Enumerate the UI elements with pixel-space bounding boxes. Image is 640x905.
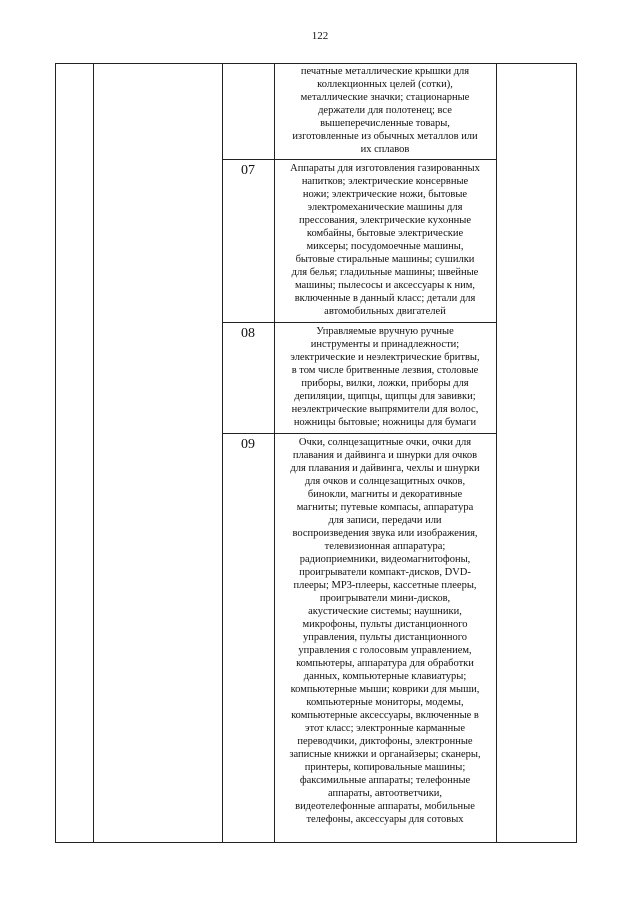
column-border [222,63,223,843]
classification-table [55,63,577,843]
row-divider [222,433,496,434]
row-description: Аппараты для изготовления газированных напитков; электрические консервные ножи; электрические ножи, бытовые электромеханические машины для прессования, электрические кухонные комбайны, бытовые электрические миксеры; посудомоечные машины, бытовые стиральные машины; сушилки для белья; гладильные машины; швейные машины; пылесосы и аксессуары к ним, включенные в данный класс; детали для автомобильных двигателей [290,163,480,317]
class-code: 08 [241,326,255,341]
column-border [496,63,497,843]
page-number: 122 [311,30,329,42]
class-code: 09 [241,437,255,452]
table-bottom-border [55,842,577,843]
row-description: Очки, солнцезащитные очки, очки для плавания и дайвинга и шнурки для очков для плавания и дайвинга, чехлы и шнурки для очков и солнцезащитных очков, бинокли, магниты и декоративные магниты; путевые компасы, аппаратура для записи, передачи или воспроизведения звука или изображения, телевизионная аппаратура; радиоприемники, видеомагнитофоны, проигрыватели компакт-дисков, DVD- плееры; MP3-плееры, кассетные плееры, проигрыватели мини-дисков, акустические системы; наушники, микрофоны, пульты дистанционного управления, пульты дистанционного управления с голосовым управлением, компьютеры, аппаратура для обработки данных, компьютерные клавиатуры; компьютерные мыши; коврики для мыши, компьютерные мониторы, модемы, компьютерные аксессуары, включенные в этот класс; электронные карманные переводчики, диктофоны, электронные записные книжки и органайзеры; сканеры, принтеры, копировальные машины; факсимильные аппараты; телефонные аппараты, автоответчики, видеотелефонные аппараты, мобильные телефоны, аксессуары для сотовых [289,437,481,825]
class-code: 07 [241,163,255,178]
row-divider [222,159,496,160]
column-border [93,63,94,843]
table-top-border [55,63,577,64]
column-border [576,63,577,843]
row-description: печатные металлические крышки для коллекционных целей (сотки), металлические значки; стационарные держатели для полотенец; все вышеперечисленные товары, изготовленные из обычных металлов или их сплавов [292,66,478,155]
row-description: Управляемые вручную ручные инструменты и принадлежности; электрические и неэлектрические бритвы, в том числе бритвенные лезвия, столовые приборы, вилки, ложки, приборы для депиляции, щипцы, щипцы для завивки; неэлектрические выпрямители для волос, ножницы бытовые; ножницы для бумаги [290,326,480,428]
column-border [55,63,56,843]
row-divider [222,322,496,323]
